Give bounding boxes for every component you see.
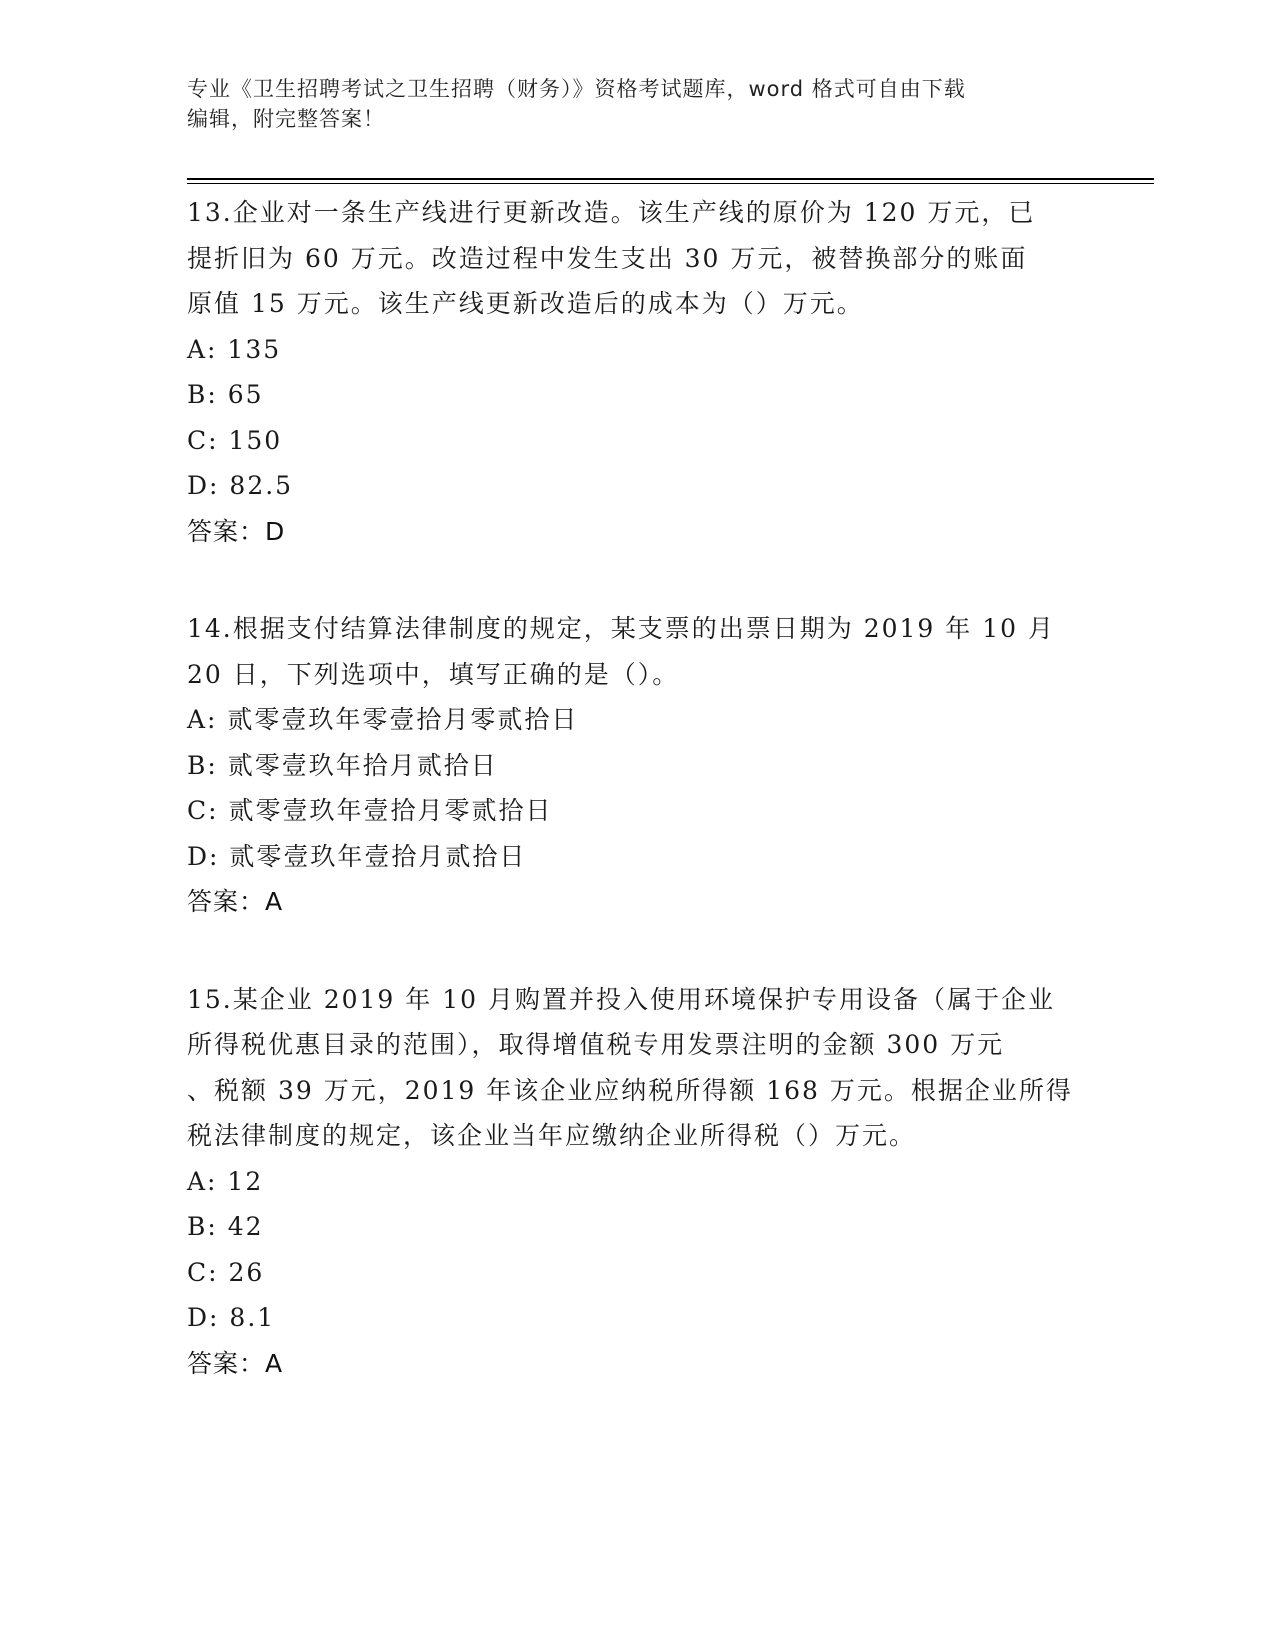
- option-c: C: 150: [187, 425, 283, 455]
- option-c: C: 贰零壹玖年壹拾月零贰拾日: [187, 796, 553, 825]
- option-a: A: 12: [187, 1166, 264, 1196]
- option-b: B: 42: [187, 1212, 264, 1241]
- option-d: D: 8.1: [187, 1303, 276, 1332]
- question-stem-line: 20 日，下列选项中，填写正确的是（）。: [187, 659, 680, 689]
- question-15: [187, 977, 1087, 1387]
- answer-label: 答案：D: [187, 516, 286, 546]
- question-stem-line: 所得税优惠目录的范围），取得增值税专用发票注明的金额 300 万元: [187, 1030, 1005, 1059]
- question-list: [187, 190, 1087, 1438]
- header-divider-thick: [187, 178, 1154, 180]
- question-13: [187, 190, 1087, 554]
- answer-label: 答案：A: [187, 887, 284, 916]
- option-c: C: 26: [187, 1257, 265, 1287]
- question-stem-line: 税法律制度的规定，该企业当年应缴纳企业所得税（）万元。: [187, 1121, 917, 1150]
- option-b: B: 65: [187, 380, 264, 409]
- option-b: B: 贰零壹玖年拾月贰拾日: [187, 750, 498, 780]
- question-14: [187, 606, 1087, 925]
- question-stem-line: 14.根据支付结算法律制度的规定，某支票的出票日期为 2019 年 10 月: [187, 614, 1055, 643]
- question-stem-line: 、税额 39 万元，2019 年该企业应纳税所得额 168 万元。根据企业所得: [187, 1075, 1073, 1105]
- question-stem: [187, 606, 1087, 697]
- question-stem-line: 原值 15 万元。该生产线更新改造后的成本为（）万元。: [187, 289, 864, 318]
- document-header: [187, 74, 1087, 134]
- header-line-2: 编辑，附完整答案！: [187, 107, 385, 131]
- question-stem-line: 13.企业对一条生产线进行更新改造。该生产线的原价为 120 万元，已: [187, 198, 1036, 227]
- question-stem-line: 15.某企业 2019 年 10 月购置并投入使用环境保护专用设备（属于企业: [187, 984, 1055, 1014]
- header-line-1: 专业《卫生招聘考试之卫生招聘（财务）》资格考试题库，word 格式可自由下载: [187, 77, 966, 101]
- option-a: A: 135: [187, 334, 282, 364]
- question-stem: [187, 977, 1087, 1159]
- option-d: D: 贰零壹玖年壹拾月贰拾日: [187, 841, 527, 871]
- header-divider-thin: [187, 183, 1154, 184]
- option-a: A: 贰零壹玖年零壹拾月零贰拾日: [187, 705, 579, 734]
- answer-label: 答案：A: [187, 1348, 284, 1378]
- option-d: D: 82.5: [187, 471, 294, 500]
- question-stem: [187, 190, 1087, 327]
- question-stem-line: 提折旧为 60 万元。改造过程中发生支出 30 万元，被替换部分的账面: [187, 243, 1028, 273]
